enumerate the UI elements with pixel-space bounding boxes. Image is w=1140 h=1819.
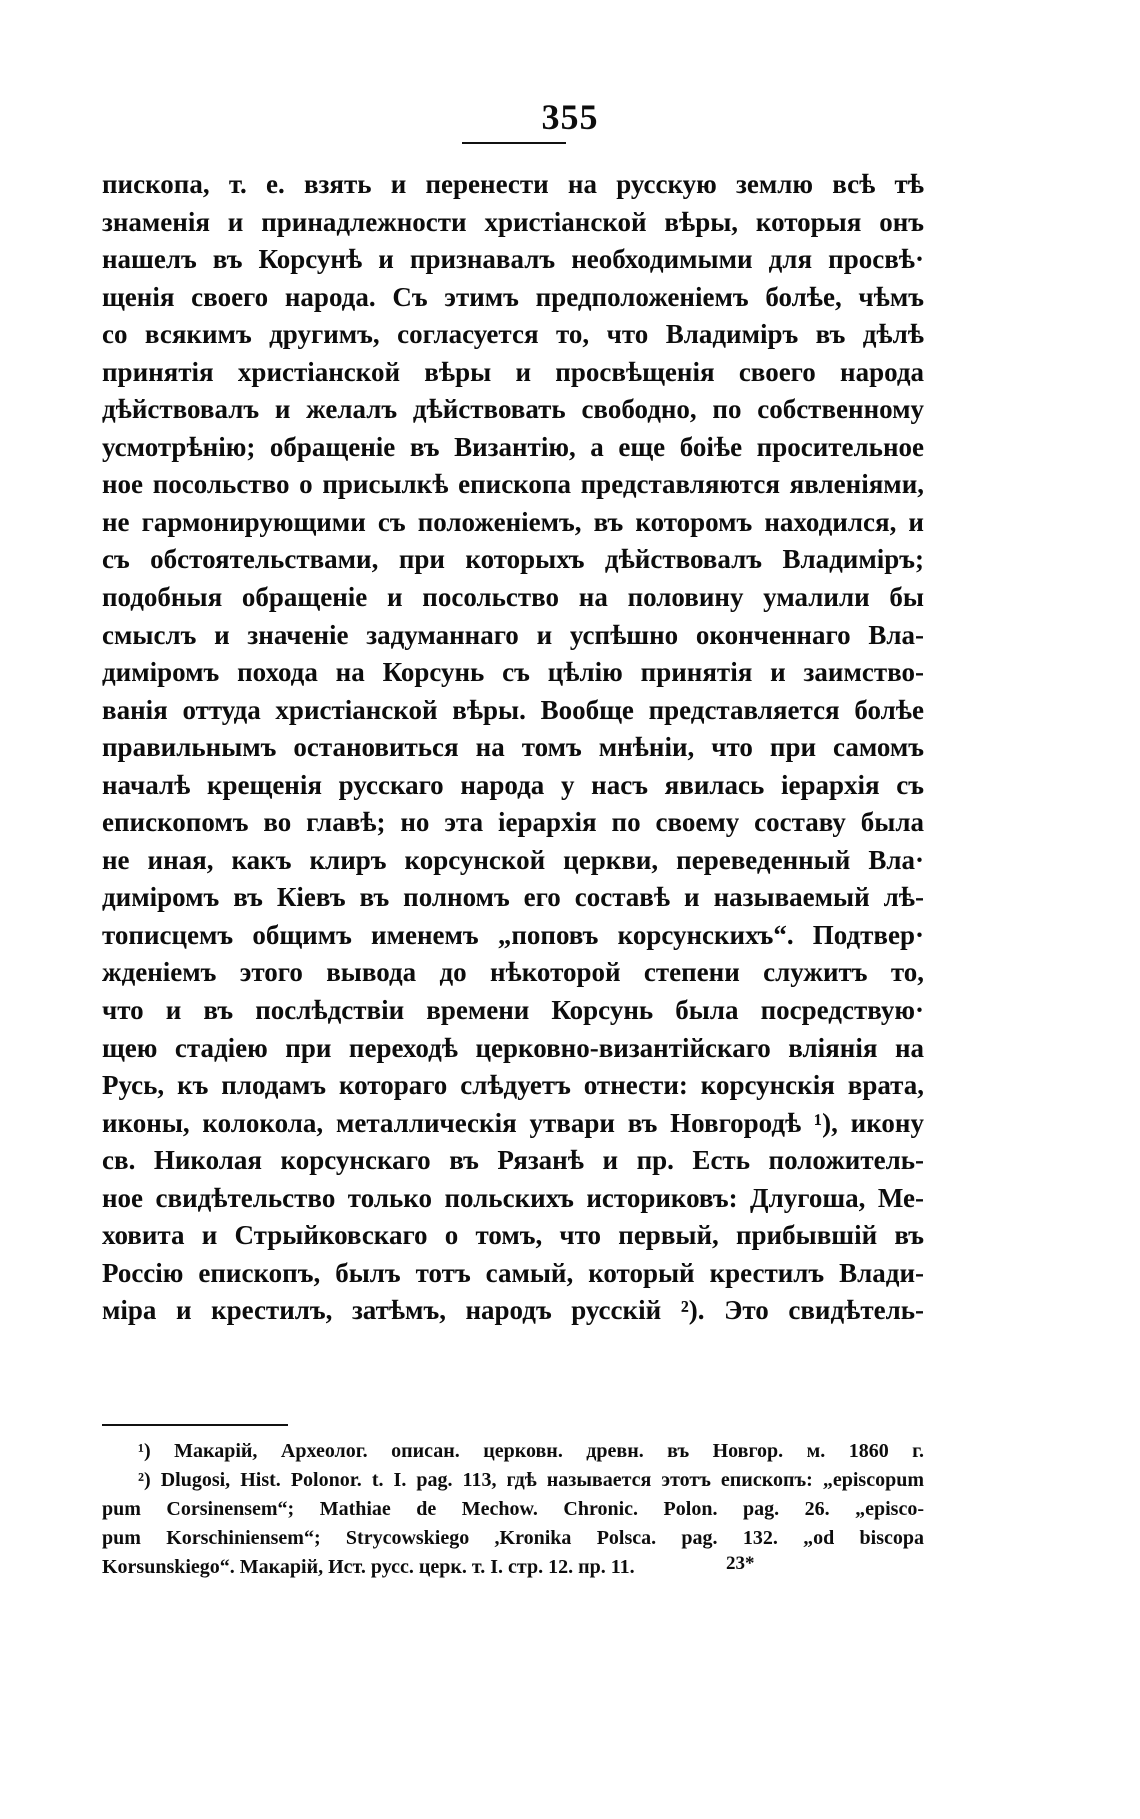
text-line: смыслъ и значеніе задуманнаго и успѣшно оконченнаго Вла- <box>102 619 924 650</box>
text-line: диміромъ въ Кіевъ въ полномъ его составѣ и называемый лѣ- <box>102 882 924 913</box>
text-line: иконы, колокола, металлическія утвари въ Новгородѣ ¹), икону <box>102 1107 924 1138</box>
text-line: епископомъ во главѣ; но эта іерархія по своему составу была <box>102 807 924 838</box>
page-number-rule <box>462 142 566 144</box>
text-line: подобныя обращеніе и посольство на половину умалили бы <box>102 582 924 613</box>
text-line: со всякимъ другимъ, согласуется то, что Владиміръ въ дѣлѣ <box>102 319 924 350</box>
text-line: ховита и Стрыйковскаго о томъ, что первый, прибывшій въ <box>102 1220 924 1251</box>
text-line: нашелъ въ Корсунѣ и признавалъ необходимыми для просвѣ· <box>102 244 924 275</box>
text-line: принятія христіанской вѣры и просвѣщенія своего народа <box>102 356 924 387</box>
text-line: ное посольство о присылкѣ епископа представляются явленіями, <box>102 469 924 500</box>
text-line: пископа, т. е. взять и перенести на русскую землю всѣ тѣ <box>102 169 924 199</box>
text-line: ванія оттуда христіанской вѣры. Вообще представляется болѣе <box>102 694 924 725</box>
text-line: правильнымъ остановиться на томъ мнѣніи, что при самомъ <box>102 732 924 763</box>
text-line: ное свидѣтельство только польскихъ историковъ: Длугоша, Ме- <box>102 1182 924 1213</box>
footnote-1: ¹) Макарій, Археолог. описан. церковн. древн. въ Новгор. м. 1860 г. <box>138 1440 924 1462</box>
text-line: диміромъ похода на Корсунь съ цѣлію принятія и заимство- <box>102 657 924 688</box>
main-text <box>102 166 924 1330</box>
footnote-2-line-2: pum Corsinensem“; Mathiae de Mechow. Chronic. Polon. pag. 26. „episco- <box>102 1498 924 1520</box>
footnote-2-line-4: Korsunskiego“. Макарій, Ист. русс. церк. т. I. стр. 12. пр. 11. <box>102 1556 635 1578</box>
text-line: знаменія и принадлежности христіанской вѣры, которыя онъ <box>102 206 924 237</box>
text-line: Россію епископъ, былъ тотъ самый, который крестилъ Влади- <box>102 1257 924 1288</box>
text-line: усмотрѣнію; обращеніе въ Византію, а еще боіѣе просительное <box>102 431 924 462</box>
text-line: не иная, какъ клиръ корсунской церкви, переведенный Вла· <box>102 844 924 875</box>
text-line: дѣйствовалъ и желалъ дѣйствовать свободно, по собственному <box>102 394 924 425</box>
footnote-separator <box>102 1424 288 1426</box>
signature-mark: 23* <box>726 1553 755 1574</box>
text-line: что и въ послѣдствіи времени Корсунь была посредствую· <box>102 995 924 1026</box>
footnote-2-line-1: ²) Dlugosi, Hist. Polonor. t. I. pag. 113, гдѣ называется этотъ епископъ: „episcopum <box>138 1469 924 1491</box>
text-line: съ обстоятельствами, при которыхъ дѣйствовалъ Владиміръ; <box>102 544 924 575</box>
text-line: не гармонирующими съ положеніемъ, въ которомъ находился, и <box>102 506 924 537</box>
text-line: щенія своего народа. Съ этимъ предположеніемъ болѣе, чѣмъ <box>102 281 924 312</box>
page-number: 355 <box>541 97 599 137</box>
text-line: св. Николая корсунскаго въ Рязанѣ и пр. Есть положитель- <box>102 1145 924 1176</box>
footnotes <box>102 1437 924 1582</box>
text-line: Русь, къ плодамъ котораго слѣдуетъ отнести: корсунскія врата, <box>102 1070 924 1101</box>
text-line: жденіемъ этого вывода до нѣкоторой степени служитъ то, <box>102 957 924 988</box>
text-line: міра и крестилъ, затѣмъ, народъ русскій ²). Это свидѣтель- <box>102 1295 924 1326</box>
text-line: щею стадіею при переходѣ церковно-византійскаго вліянія на <box>102 1032 924 1063</box>
text-line: тописцемъ общимъ именемъ „поповъ корсунскихъ“. Подтвер· <box>102 919 924 950</box>
text-line: началѣ крещенія русскаго народа у насъ явилась іерархія съ <box>102 769 924 800</box>
footnote-2-line-3: pum Korschiniensem“; Strycowskiego ,Kronika Polsca. pag. 132. „od biscopa <box>102 1527 924 1549</box>
